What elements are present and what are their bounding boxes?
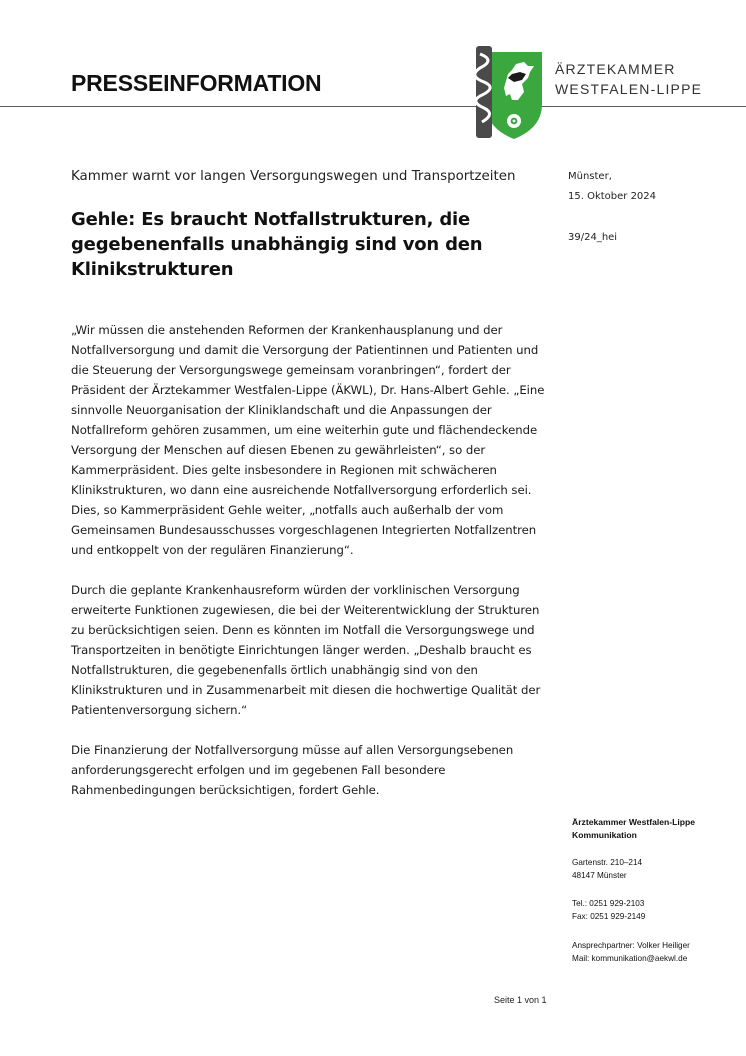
- organisation-name: [555, 59, 702, 99]
- aekwl-logo-icon: [472, 44, 544, 140]
- contact-city: 48147 Münster: [572, 870, 627, 880]
- contact-fax: Fax: 0251 929-2149: [572, 911, 646, 921]
- page-number: Seite 1 von 1: [494, 995, 547, 1005]
- contact-street: Gartenstr. 210–214: [572, 858, 643, 867]
- contact-department: Kommunikation: [572, 829, 637, 840]
- contact-heading: [572, 816, 695, 841]
- contact-org-name: Ärztekammer Westfalen-Lippe: [572, 817, 696, 827]
- paragraph: Die Finanzierung der Notfallversorgung müsse auf allen Versorgungsebenen anforderungsgerecht erfolgen und im gegebenen Fall besondere Rahmenbedingungen berücksichtigen, fordert Gehle.: [71, 743, 514, 797]
- header-rule: [0, 106, 746, 107]
- meta-reference: 39/24_hei: [568, 232, 618, 243]
- article-kicker: Kammer warnt vor langen Versorgungswegen und Transportzeiten: [71, 169, 516, 184]
- contact-person: Ansprechpartner: Volker Heiliger: [572, 941, 690, 950]
- page-title: PRESSEINFORMATION: [71, 70, 322, 96]
- meta-city: Münster,: [568, 171, 612, 182]
- org-line-2: WESTFALEN-LIPPE: [555, 81, 703, 97]
- meta-date: 15. Oktober 2024: [568, 191, 657, 202]
- contact-phone: [572, 898, 645, 923]
- org-line-1: ÄRZTEKAMMER: [555, 61, 676, 77]
- contact-address: [572, 857, 642, 882]
- paragraph: Durch die geplante Krankenhausreform würden der vorklinischen Versorgung erweiterte Funktionen zugewiesen, die bei der Weiterentwicklung der Strukturen zu berücksichtigen seien. Denn es könnten im Notfall die Versorgungswege und Transportzeiten in benötigte Einrichtungen länger werden. „Deshalb braucht es Notfallstrukturen, die gegebenenfalls örtlich unabhängig sind von den Klinikstrukturen und in Zusammenarbeit mit diesen die hochwertige Qualität der Patientenversorgung sichern.“: [71, 583, 541, 717]
- contact-mail: Mail: kommunikation@aekwl.de: [572, 953, 688, 963]
- contact-person-block: [572, 940, 690, 965]
- article-headline: Gehle: Es braucht Notfallstrukturen, die gegebenenfalls unabhängig sind von den Klinikstrukturen: [71, 209, 483, 280]
- article-body: [71, 320, 555, 820]
- contact-tel: Tel.: 0251 929-2103: [572, 899, 645, 908]
- paragraph: „Wir müssen die anstehenden Reformen der Krankenhausplanung und der Notfallversorgung und damit die Versorgung der Patientinnen und Patienten und die Steuerung der Versorgungswege gemeinsam voranbringen“, fordert der Präsident der Ärztekammer Westfalen-Lippe (ÄKWL), Dr. Hans-Albert Gehle. „Eine sinnvolle Neuorganisation der Kliniklandschaft und die Anpassungen der Notfallreform gehören zusammen, um eine weiterhin gute und flächendeckende Versorgung der Menschen auf diesen Ebenen zu gewährleisten“, so der Kammerpräsident. Dies gelte insbesondere in Regionen mit schwächeren Klinikstrukturen, wo dann eine ausreichende Notfallversorgung erforderlich sei. Dies, so Kammerpräsident Gehle weiter, „notfalls auch außerhalb der vom Gemeinsamen Bundesausschusses vorgeschlagenen Integrierten Notfallzentren und entkoppelt von der regulären Finanzierung“.: [71, 323, 545, 557]
